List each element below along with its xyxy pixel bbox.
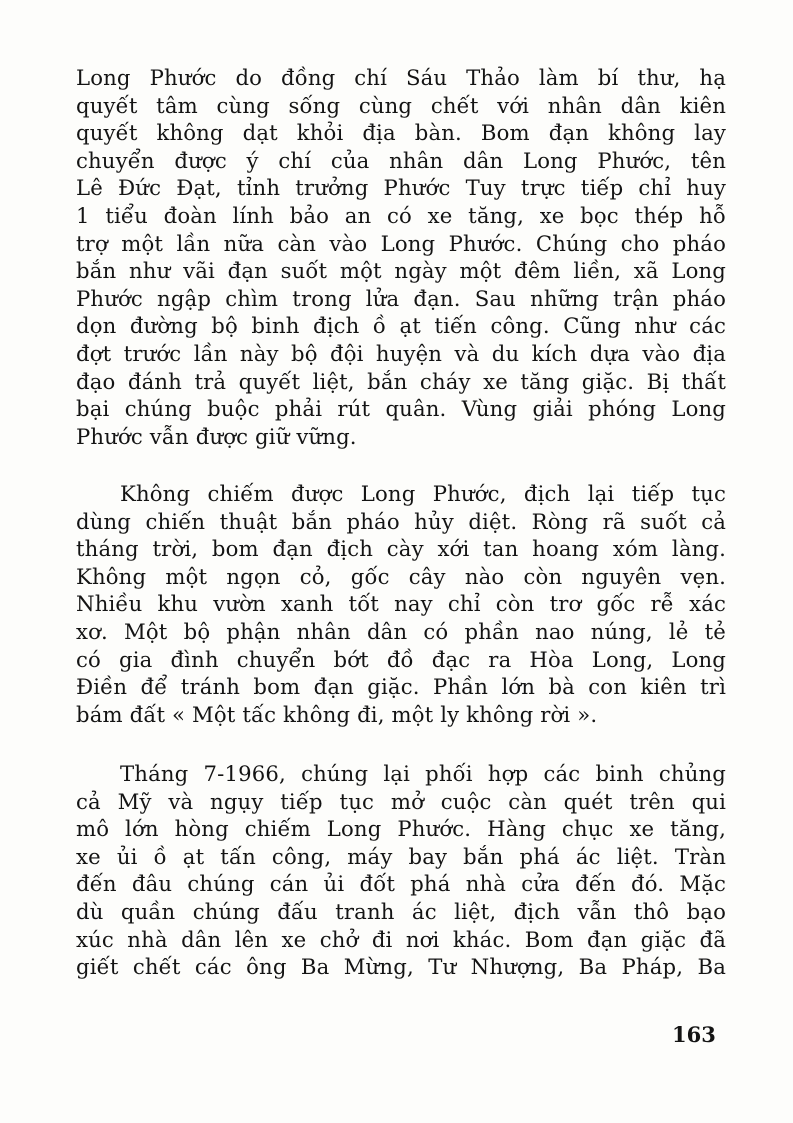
page-number: 163 [672,1022,716,1047]
paragraph-1 [76,64,726,450]
text-line: xe ủi ồ ạt tấn công, máy bay bắn phá ác liệt. Tràn [76,843,726,869]
text-line: bắn như vãi đạn suốt một ngày một đêm liền, xã Long [76,258,726,284]
text-line: Long Phước do đồng chí Sáu Thảo làm bí thư, hạ [76,65,726,90]
text-line: dù quần chúng đấu tranh ác liệt, địch vẫn thô bạo [76,898,726,924]
text-line: đợt trước lần này bộ đội huyện và du kích dựa vào địa [76,340,726,366]
text-line: mô lớn hòng chiếm Long Phước. Hàng chục xe tăng, [76,816,726,842]
text-line: cả Mỹ và ngụy tiếp tục mở cuộc càn quét trên qui [76,788,726,814]
text-line: Điền để tránh bom đạn giặc. Phần lớn bà con kiên trì [76,674,726,700]
text-line: giết chết các ông Ba Mừng, Tư Nhượng, Ba Pháp, Ba [76,954,726,980]
text-line: Phước vẫn được giữ vững. [76,423,357,449]
text-line: trợ một lần nữa càn vào Long Phước. Chúng cho pháo [76,230,726,256]
text-line: quyết không dạt khỏi địa bàn. Bom đạn không lay [76,120,726,146]
paragraph-2 [76,480,726,728]
text-line: tháng trời, bom đạn địch cày xới tan hoang xóm làng. [76,536,726,562]
text-line: dọn đường bộ binh địch ồ ạt tiến công. Cũng như các [76,313,726,339]
text-line: xúc nhà dân lên xe chở đi nơi khác. Bom đạn giặc đã [76,926,726,952]
text-line: Không một ngọn cỏ, gốc cây nào còn nguyên vẹn. [76,563,726,589]
text-line: chuyển được ý chí của nhân dân Long Phước, tên [76,147,726,173]
text-line: bám đất « Một tấc không đi, một ly không rời ». [76,701,598,727]
text-line: đến đâu chúng cán ủi đốt phá nhà cửa đến đó. Mặc [76,871,726,897]
paragraph-3 [76,760,726,981]
text-line: Lê Đức Đạt, tỉnh trưởng Phước Tuy trực tiếp chỉ huy [76,175,726,201]
text-line: Phước ngập chìm trong lửa đạn. Sau những trận pháo [76,285,726,311]
text-line: bại chúng buộc phải rút quân. Vùng giải phóng Long [76,396,726,422]
text-line: Tháng 7-1966, chúng lại phối hợp các binh chủng [120,761,726,786]
text-line: có gia đình chuyển bớt đồ đạc ra Hòa Long, Long [76,646,726,672]
text-line: đạo đánh trả quyết liệt, bắn cháy xe tăng giặc. Bị thất [76,368,726,394]
text-line: Nhiều khu vườn xanh tốt nay chỉ còn trơ gốc rễ xác [76,591,726,617]
text-line: dùng chiến thuật bắn pháo hủy diệt. Ròng rã suốt cả [76,508,726,534]
text-line: xơ. Một bộ phận nhân dân có phần nao núng, lẻ tẻ [76,618,726,644]
text-line: 1 tiểu đoàn lính bảo an có xe tăng, xe bọc thép hỗ [76,202,726,228]
text-line: quyết tâm cùng sống cùng chết với nhân dân kiên [76,92,726,118]
text-line: Không chiếm được Long Phước, địch lại tiếp tục [120,481,726,506]
